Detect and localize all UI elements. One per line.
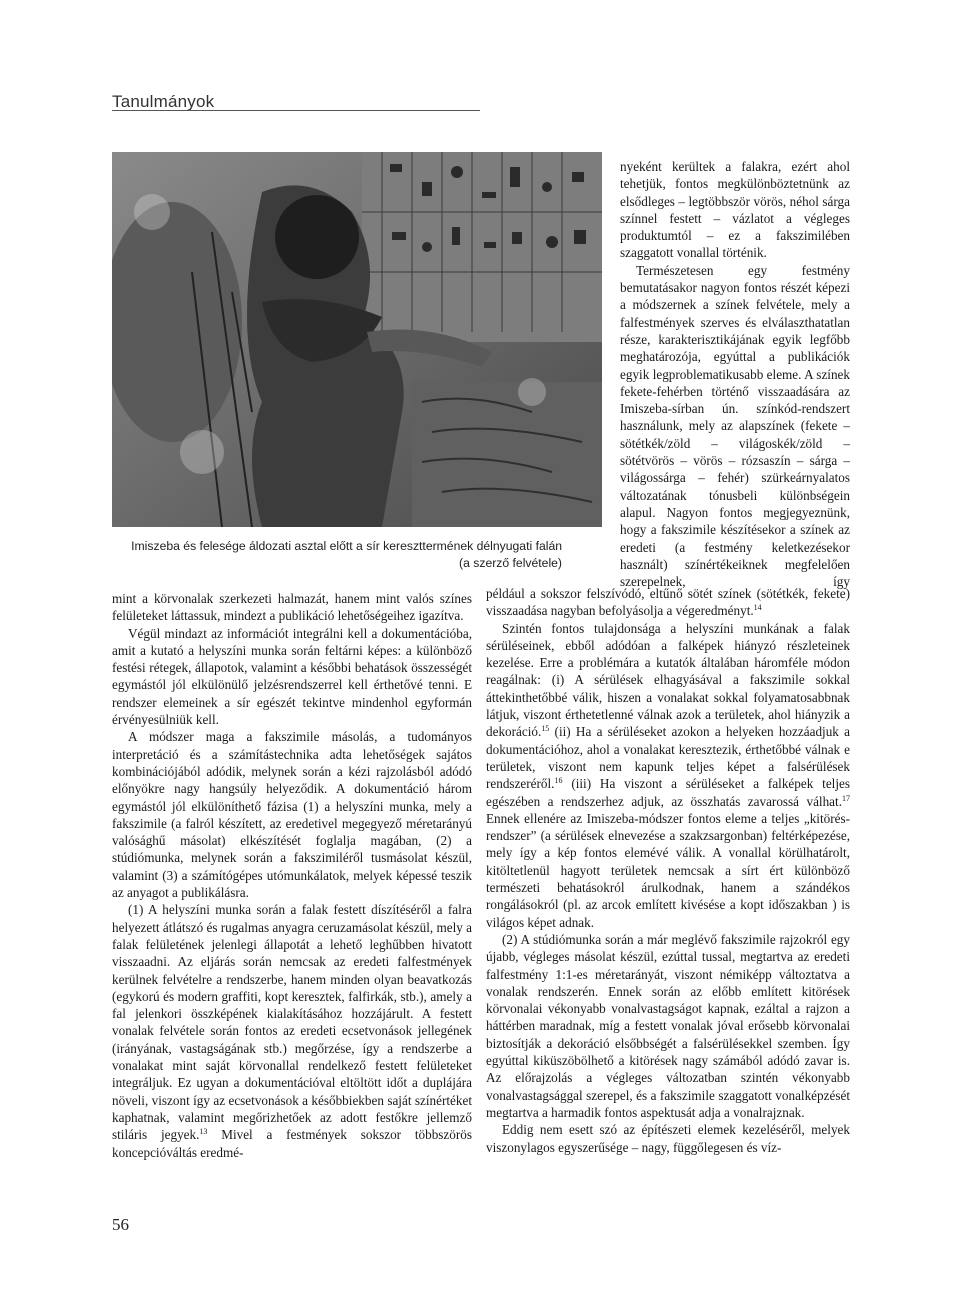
left-paragraph-1: mint a körvonalak szerkezeti halmazát, hanem mint valós színes felületeket láttassuk, mindezt a publikáció lehetőségeihez igazítva. bbox=[112, 591, 472, 624]
caption-line-2: (a szerző felvétele) bbox=[459, 556, 562, 570]
right-paragraph-3 bbox=[486, 620, 850, 931]
right-paragraph-2-continued bbox=[486, 585, 850, 620]
left-paragraph-4 bbox=[112, 901, 472, 1160]
left-paragraph-3: A módszer maga a fakszimile másolás, a tudományos interpretáció és a számítástechnika adta lehetőségek sajátos kombinációjából adódik, melynek során a kézi rajzolásból adódó előnyökre nagy hangsúly helyeződik. A dokumentáció három egymástól jól elkülöníthető fázisa (1) a helyszíni munka, mely a fakszimile (a falról készített, az eredetivel megegyező méretarányú valósághű másolat) elkészítését foglalja magában, (2) a stúdiómunka, melynek során a fakszimiléről tusmásolat készül, valamint (3) a számítógépes utómunkálatok, melyek képessé teszik az anyagot a publikálásra. bbox=[112, 729, 472, 901]
left-paragraph-4-text: (1) A helyszíni munka során a falak festett díszítéséről a falra helyezett átlátszó és rugalmas anyagra ceruzamásolat készül, mely a falak felületének jelenlegi állapotát a lehető leghűbben hivatott visszaadni. Az eljárás során nemcsak az eredeti falfestmények kerülnek felvételre a rendszerbe, hanem minden olyan beavatkozás (egykorú és modern graffiti, kopt keresztek, falfirkák, stb.), amely a fal jelenkori összképének kialakításához hozzájárult. A festett vonalak felvétele során fontos az eredeti ecsetvonások jellegének (irányának, vastagságának stb.) megőrzése, így a rendszerbe a vonalakat mint saját körvonallal rendelkező festett felületeket integráljuk. Ez ugyan a dokumentációval eltöltött időt a duplájára növeli, viszont így az ecsetvonások a későbbiekben saját színértéket kaphatnak, valamint megőrizhetőek az adott festőkre jellemző stiláris jegyek. bbox=[112, 902, 472, 1143]
left-paragraph-2: Végül mindazt az információt integrálni kell a dokumentációba, amit a kutató a helyszíni munka során feltárni képes: a különböző festési rétegek, állapotok, valamint a későbbi behatások összességét egymástól jól elkülönülő jelzésrendszerrel kell érthetővé tenni. E rendszer elemeinek a sír egészét tekintve mindenhol egyformán érvényesülniük kell. bbox=[112, 625, 472, 728]
caption-line-1: Imiszeba és felesége áldozati asztal előtt a sír kereszttermének délnyugati falán bbox=[131, 539, 562, 553]
tomb-relief-illustration bbox=[112, 152, 602, 527]
page-number: 56 bbox=[112, 1215, 129, 1234]
header-rule bbox=[112, 110, 480, 111]
right-paragraph-4: (2) A stúdiómunka során a már meglévő fakszimile rajzokról egy újabb, végleges másolat készül, ezúttal tussal, megtartva az eredeti falfestmény 1:1-es méretarányát, viszont némiképp változtatva a vonalak rendszerén. Ennek során az előbb említett kitörések körvonalai vékonyabb vonalvastagságot kapnak, ezáltal a rajzon a háttérben maradnak, míg a festett vonalak jóval erősebb körvonalai biztosítják a dekoráció elsőbbségét a falsérülésekkel szemben. Így egyúttal kiküszöbölhető a kitörések nagy számából adódó zavar is. Az előrajzolás a végleges változatban szintén vékonyabb vonalvastagsággal szerepel, és a fakszimile szaggatott vonalképzését megtartva a harmadik fontos aspektusát adja a vonalrajznak. bbox=[486, 931, 850, 1120]
right-paragraph-3d: Ennek ellenére az Imiszeba-módszer fontos eleme a teljes „kitörés-rendszer” (a sérülések elnevezése a szakzsargonban) feltérképezése, mely így a kép fontos elemévé válik. A vonallal körülhatárolt, kitöltetlenül hagyott területek nemcsak a sírt ért különböző természeti behatásokról árulkodnak, hanem a szándékos rongálásokról (pl. az arcok említett kivésése a kopt időszakban ) is világos képet adnak. bbox=[486, 810, 850, 930]
tomb-wall-photo bbox=[112, 152, 602, 527]
running-header: Tanulmányok bbox=[112, 92, 215, 111]
footnote-ref-14: 14 bbox=[753, 603, 762, 613]
right-paragraph-1: nyeként kerültek a falakra, ezért ahol tehetjük, fontos megkülönböztetnünk az elsődleges – legtöbbször vörös, néhol sárga színnel festett – vázlatot a végleges produktumtól – ez a fakszimilében szaggatott vonallal történik. bbox=[620, 159, 850, 261]
right-paragraph-3c: (iii) Ha viszont a sérüléseket a falképek teljes egészében a rendszerhez adjuk, az összhatás zavarossá válhat. bbox=[486, 776, 850, 809]
footnote-ref-16: 16 bbox=[554, 776, 563, 786]
left-paragraph-4-tail: Mivel a festmények sokszor többszörös koncepcióváltás eredmé- bbox=[112, 1127, 472, 1160]
right-paragraph-3b: (ii) Ha a sérüléseket azokon a helyeken hozzáadjuk a dokumentációhoz, ahol a vonalakat keresztezik, érthetőbbé válnak e területek, viszont nem kapunk teljes képet a falsérülések rendszeréről. bbox=[486, 724, 850, 792]
right-paragraph-2-wide: például a sokszor felszívódó, eltűnő sötét színek (sötétkék, fekete) visszaadása nagyban befolyásolja a végeredményt. bbox=[486, 586, 850, 619]
right-column-bottom bbox=[486, 585, 850, 1156]
footnote-ref-13: 13 bbox=[199, 1127, 208, 1137]
right-paragraph-3a: Szintén fontos tulajdonsága a helyszíni munkának a falak sérüléseinek, ebből adódóan a falképek hiányzó részleteinek kezelése. Erre a problémára a kutatók általában háromféle módon reagálnak: (i) A sérülések elhagyásával a fakszimile sokkal áttekinthetőbbé válik, hiszen a vonalakat sokkal folyamatosabbnak látjuk, viszont érthetetlenné válnak azok a területek, ahol hiányzik a dekoráció. bbox=[486, 620, 850, 740]
footnote-ref-17: 17 bbox=[842, 793, 850, 803]
footnote-ref-15: 15 bbox=[541, 724, 550, 734]
figure-caption bbox=[112, 538, 562, 572]
right-paragraph-2: Természetesen egy festmény bemutatásakor nagyon fontos részét képezi a módszernek a színek felvétele, mely a falfestmények szerves és elválaszthatatlan része, karakterisztikájának egyik legfőbb meghatározója, egyúttal a publikációk egyik legproblematikusabb eleme. A színek fekete-fehérben történő visszaadására az Imiszeba-sírban ún. színkód-rendszert használunk, mely az alapszínek (fekete – sötétkék/zöld – világoskék/zöld – sötétvörös – vörös – rózsaszín – sárga – világossárga – fehér) szürkeárnyalatos változatának tónusbeli különbségein alapul. Nagyon fontos megjegyeznünk, hogy a fakszimile készítésekor a színek az eredeti (a festmény keletkezésekor használt) színértékeiknek megfelelően szerepelnek, így bbox=[620, 262, 850, 590]
right-paragraph-5: Eddig nem esett szó az építészeti elemek kezeléséről, melyek viszonylagos egyszerűsége – nagy, függőlegesen és víz- bbox=[486, 1122, 850, 1155]
right-column-top bbox=[620, 158, 850, 590]
left-column bbox=[112, 590, 472, 1161]
